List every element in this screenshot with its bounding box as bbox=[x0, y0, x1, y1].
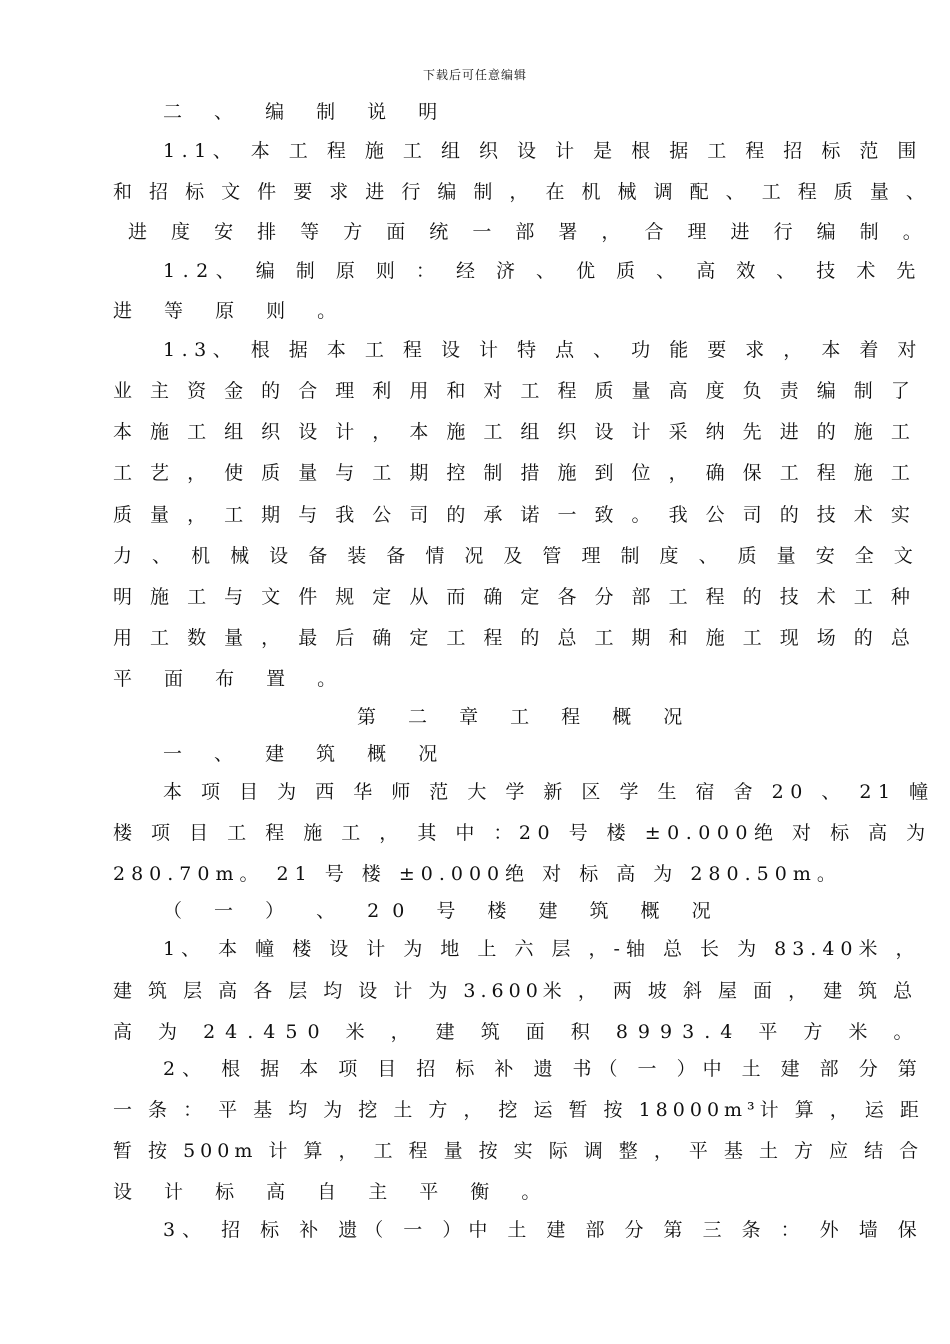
paragraph-line: 280.70m。 21 号 楼 ±0.000绝 对 标 高 为 280.50m。 bbox=[113, 863, 842, 885]
paragraph-line: 3、 招 标 补 遗（ 一 ）中 土 建 部 分 第 三 条 ： 外 墙 保 bbox=[163, 1219, 924, 1241]
paragraph-line: 用 工 数 量 ， 最 后 确 定 工 程 的 总 工 期 和 施 工 现 场 的 总 bbox=[113, 627, 916, 649]
paragraph-line: 1.2、 编 制 原 则 ： 经 济 、 优 质 、 高 效 、 技 术 先 bbox=[163, 260, 923, 282]
section-heading: 二 、 编 制 说 明 bbox=[163, 101, 451, 123]
paragraph-line: 本 项 目 为 西 华 师 范 大 学 新 区 学 生 宿 舍 20 、 21 幢 bbox=[163, 781, 935, 803]
paragraph-line: 工 艺 ， 使 质 量 与 工 期 控 制 措 施 到 位 ， 确 保 工 程 施 工 bbox=[113, 462, 916, 484]
paragraph-line: 和 招 标 文 件 要 求 进 行 编 制 ， 在 机 械 调 配 、 工 程 质 量 、 bbox=[113, 181, 931, 203]
paragraph-line: 质 量 ， 工 期 与 我 公 司 的 承 诺 一 致 。 我 公 司 的 技 术 实 bbox=[113, 504, 916, 526]
paragraph-line: 设 计 标 高 自 主 平 衡 。 bbox=[113, 1181, 554, 1203]
paragraph-line: 力 、 机 械 设 备 装 备 情 况 及 管 理 制 度 、 质 量 安 全 文 bbox=[113, 545, 920, 567]
paragraph-line: 高 为 24.450 米 ， 建 筑 面 积 8993.4 平 方 米 。 bbox=[113, 1021, 923, 1043]
paragraph-line: 进 度 安 排 等 方 面 统 一 部 署 ， 合 理 进 行 编 制 。 bbox=[128, 221, 931, 243]
paragraph-line: 进 等 原 则 。 bbox=[113, 300, 350, 322]
section-heading: 一 、 建 筑 概 况 bbox=[163, 743, 451, 765]
paragraph-line: 暂 按 500m 计 算 ， 工 程 量 按 实 际 调 整 ， 平 基 土 方 应 结 合 bbox=[113, 1140, 924, 1162]
paragraph-line: 本 施 工 组 织 设 计 ， 本 施 工 组 织 设 计 采 纳 先 进 的 施 工 bbox=[113, 421, 916, 443]
subsection-heading: （ 一 ） 、 20 号 楼 建 筑 概 况 bbox=[163, 900, 724, 922]
paragraph-line: 楼 项 目 工 程 施 工 ， 其 中 ：20 号 楼 ±0.000绝 对 标 高 为 bbox=[113, 822, 932, 844]
paragraph-line: 业 主 资 金 的 合 理 利 用 和 对 工 程 质 量 高 度 负 责 编 制 了 bbox=[113, 380, 916, 402]
paragraph-line: 明 施 工 与 文 件 规 定 从 而 确 定 各 分 部 工 程 的 技 术 工 种 bbox=[113, 586, 916, 608]
paragraph-line: 一 条 ： 平 基 均 为 挖 土 方 ， 挖 运 暂 按 18000m³计 算 ， 运 距 bbox=[113, 1099, 924, 1121]
chapter-title: 第 二 章 工 程 概 况 bbox=[357, 706, 696, 728]
paragraph-line: 建 筑 层 高 各 层 均 设 计 为 3.600米 ， 两 坡 斜 屋 面 ， 建 筑 总 bbox=[113, 980, 918, 1002]
paragraph-line: 平 面 布 置 。 bbox=[113, 668, 350, 690]
paragraph-line: 1、 本 幢 楼 设 计 为 地 上 六 层 ，-轴 总 长 为 83.40米 ， bbox=[163, 938, 921, 960]
paragraph-line: 1.1、 本 工 程 施 工 组 织 设 计 是 根 据 工 程 招 标 范 围 bbox=[163, 140, 923, 162]
page-header: 下载后可任意编辑 bbox=[422, 68, 527, 82]
paragraph-line: 2、 根 据 本 项 目 招 标 补 遗 书（ 一 ）中 土 建 部 分 第 bbox=[163, 1058, 924, 1080]
paragraph-line: 1.3、 根 据 本 工 程 设 计 特 点 、 功 能 要 求 ， 本 着 对 bbox=[163, 339, 923, 361]
